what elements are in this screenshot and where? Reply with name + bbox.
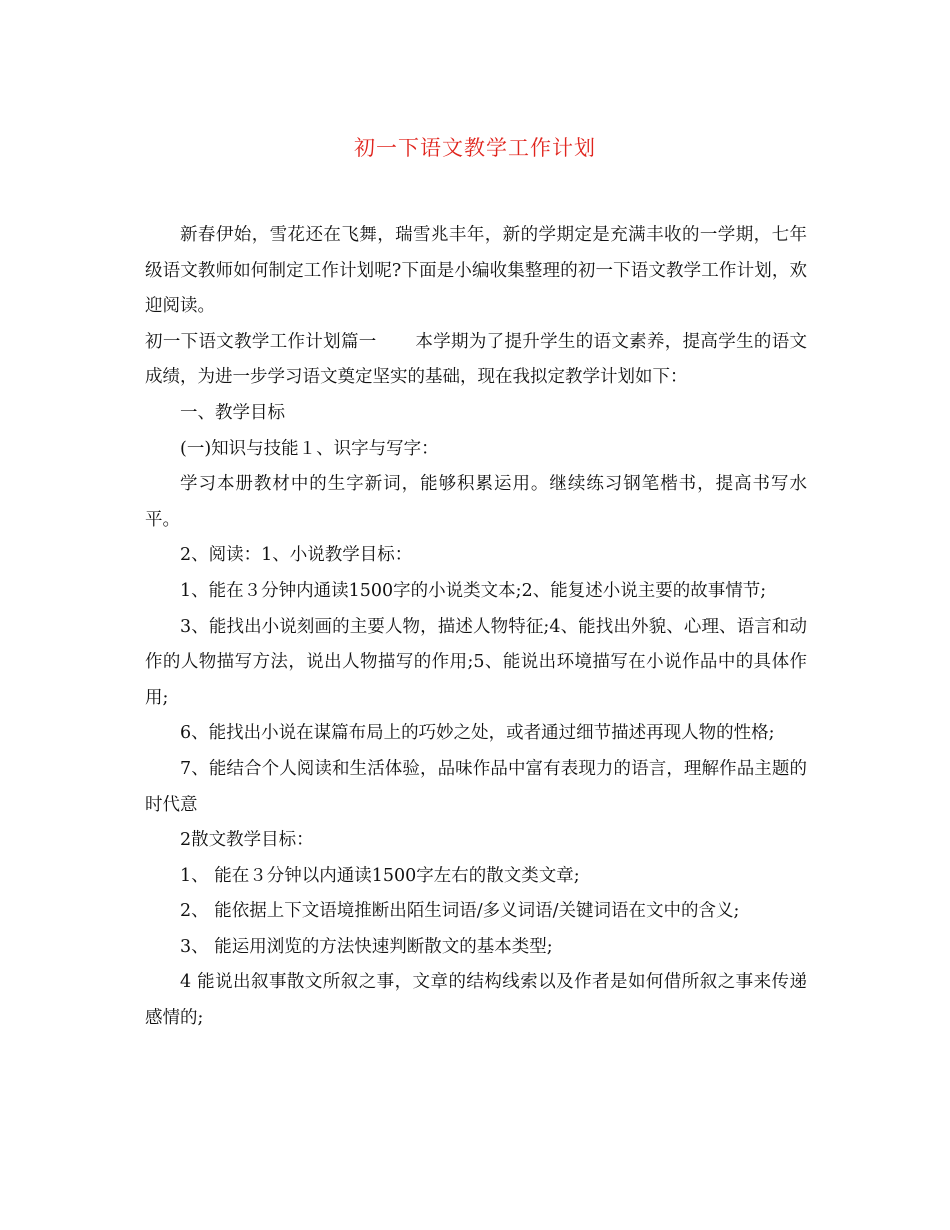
section-paragraph xyxy=(145,325,807,396)
section-heading: 初一下语文教学工作计划篇一 xyxy=(145,331,377,352)
document-title: 初一下语文教学工作计划 xyxy=(354,136,596,160)
paragraph-teaching-goals: 一、教学目标 xyxy=(180,402,285,423)
paragraph-novel-goal-1: 1、能在３分钟内通读1500字的小说类文本;2、能复述小说主要的故事情节; xyxy=(180,580,767,601)
paragraph-prose-goals: 2散文教学目标： xyxy=(180,830,314,851)
document-body xyxy=(145,218,807,1037)
section-lead: 本学期为了提升学生的语文素养，提高学生的语文成绩，为进一步学习语文奠定坚实的基础，现在我拟定教学计划如下： xyxy=(145,331,808,388)
paragraph-reading: 2、阅读：1、小说教学目标： xyxy=(180,545,413,566)
intro-paragraph: 新春伊始，雪花还在飞舞，瑞雪兆丰年，新的学期定是充满丰收的一学期，七年级语文教师如何制定工作计划呢?下面是小编收集整理的初一下语文教学工作计划，欢迎阅读。 xyxy=(145,225,807,317)
paragraph-novel-goal-7: 7、能结合个人阅读和生活体验，品味作品中富有表现力的语言，理解作品主题的时代意 xyxy=(145,758,807,815)
paragraph-prose-goal-1: 1、 能在３分钟以内通读1500字左右的散文类文章; xyxy=(180,865,580,886)
paragraph-prose-goal-4: 4 能说出叙事散文所叙之事，文章的结构线索以及作者是如何借所叙之事来传递感情的; xyxy=(145,972,807,1029)
paragraph-prose-goal-2: 2、 能依据上下文语境推断出陌生词语/多义词语/关键词语在文中的含义; xyxy=(180,901,740,922)
paragraph-prose-goal-3: 3、 能运用浏览的方法快速判断散文的基本类型; xyxy=(180,936,553,957)
paragraph-characters-writing: 学习本册教材中的生字新词，能够积累运用。继续练习钢笔楷书，提高书写水平。 xyxy=(145,474,807,530)
paragraph-novel-goal-3: 3、能找出小说刻画的主要人物，描述人物特征;4、能找出外貌、心理、语言和动作的人物描写方法，说出人物描写的作用;5、能说出环境描写在小说作品中的具体作用; xyxy=(145,616,807,708)
paragraph-knowledge-skills: (一)知识与技能１、识字与写字： xyxy=(180,438,439,459)
paragraph-novel-goal-6: 6、能找出小说在谋篇布局上的巧妙之处，或者通过细节描述再现人物的性格; xyxy=(180,723,775,744)
